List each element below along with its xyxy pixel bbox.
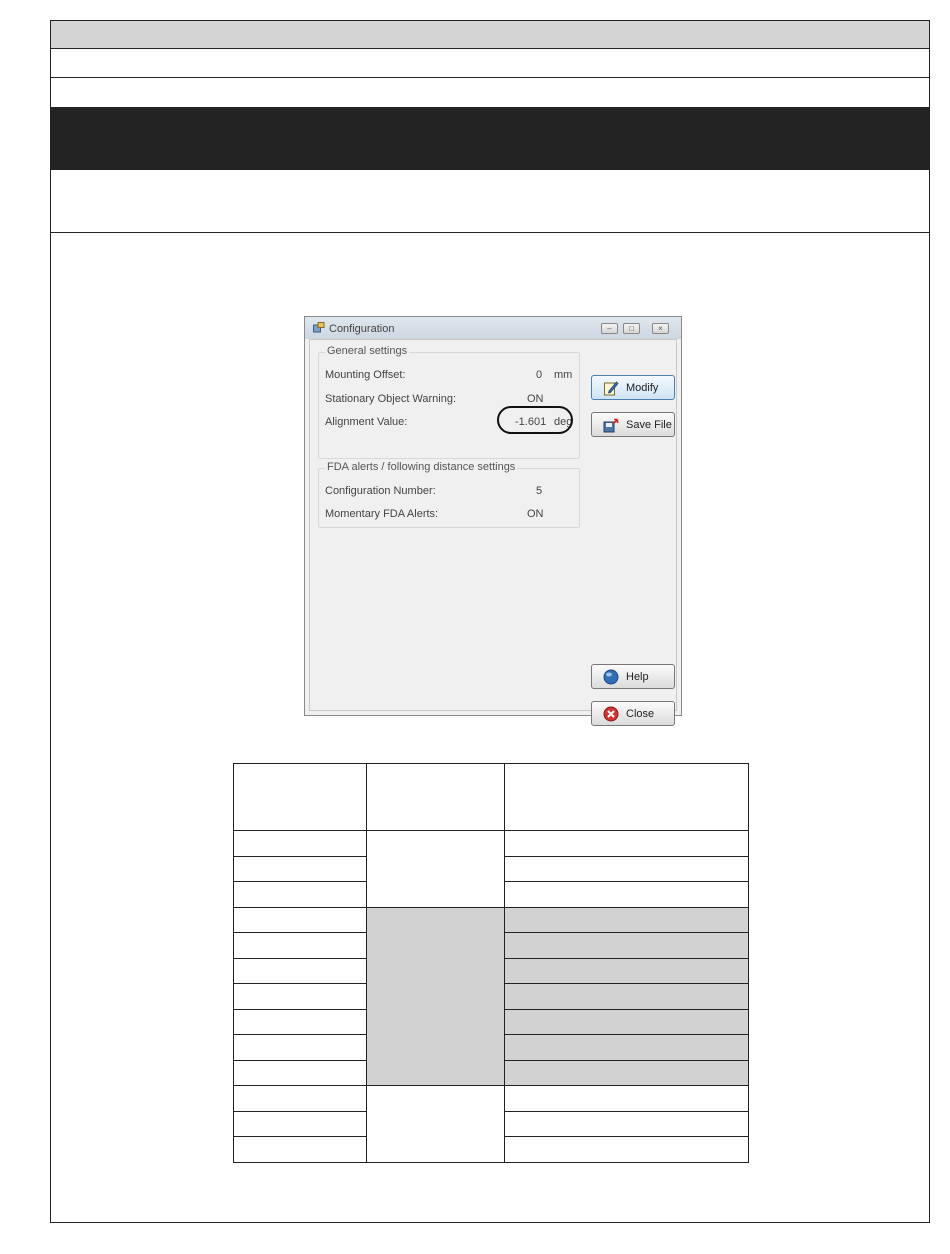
table-cell	[234, 882, 367, 908]
reference-table	[233, 763, 749, 1163]
table-cell	[505, 958, 749, 984]
mounting-offset-unit: mm	[554, 369, 573, 381]
table-cell	[505, 933, 749, 959]
dialog-client-area	[309, 339, 677, 720]
table-cell	[505, 1111, 749, 1137]
table-cell	[505, 907, 749, 933]
table-cell	[505, 831, 749, 857]
table-group-cell	[367, 1086, 505, 1163]
table-cell	[234, 933, 367, 959]
configuration-dialog	[304, 316, 682, 720]
mounting-offset-label: Mounting Offset:	[325, 369, 406, 381]
table-cell	[234, 856, 367, 882]
table-cell	[505, 1009, 749, 1035]
alignment-unit: deg	[554, 416, 573, 428]
table-cell	[234, 1060, 367, 1086]
alignment-value: -1.601	[515, 416, 547, 428]
table-header-cell	[505, 764, 749, 831]
dialog-title: Configuration	[329, 323, 395, 335]
help-button[interactable]	[591, 664, 675, 689]
save-file-button[interactable]	[591, 412, 675, 437]
pencil-note-icon	[603, 380, 619, 396]
section-description	[51, 170, 929, 233]
stationary-object-warning-label: Stationary Object Warning:	[325, 393, 457, 405]
maximize-button[interactable]: □	[623, 323, 640, 334]
table-cell	[505, 1086, 749, 1112]
help-button-label: Help	[626, 670, 649, 683]
table-cell	[234, 1137, 367, 1163]
close-button[interactable]	[591, 701, 675, 726]
table-header-cell	[234, 764, 367, 831]
help-icon	[603, 669, 619, 685]
configuration-number-label: Configuration Number:	[325, 485, 436, 497]
alignment-value-label: Alignment Value:	[325, 416, 408, 428]
momentary-fda-alerts-label: Momentary FDA Alerts:	[325, 508, 439, 520]
alignment-value-highlight	[497, 406, 573, 434]
table-cell	[505, 882, 749, 908]
header-row-1	[51, 49, 929, 78]
configuration-number-value: 5	[536, 485, 543, 497]
table-row	[234, 907, 749, 933]
table-cell	[505, 856, 749, 882]
save-file-button-label: Save File	[626, 418, 672, 431]
modify-button-label: Modify	[626, 381, 659, 394]
header-bar	[51, 21, 929, 49]
table-cell	[505, 984, 749, 1010]
table-header-row	[234, 764, 749, 831]
table-group-cell	[367, 907, 505, 1086]
table-row	[234, 831, 749, 857]
fda-settings-group	[318, 461, 580, 528]
table-cell	[234, 831, 367, 857]
table-row	[234, 1086, 749, 1112]
table-cell	[234, 958, 367, 984]
momentary-fda-alerts-value: ON	[527, 508, 544, 520]
header-row-2	[51, 78, 929, 107]
table-group-cell	[367, 831, 505, 908]
table-cell	[505, 1035, 749, 1061]
table-cell	[234, 1035, 367, 1061]
table-cell	[234, 1111, 367, 1137]
modify-button[interactable]	[591, 375, 675, 400]
stationary-object-warning-value: ON	[527, 393, 544, 405]
minimize-button[interactable]: –	[601, 323, 618, 334]
mounting-offset-value: 0	[536, 369, 543, 381]
close-button-label: Close	[626, 707, 655, 720]
window-close-button[interactable]: ×	[652, 323, 669, 334]
section-band	[51, 107, 929, 170]
table-header-cell	[367, 764, 505, 831]
reference-table-body	[234, 764, 749, 1163]
fda-settings-title: FDA alerts / following distance settings	[327, 461, 516, 473]
general-settings-title: General settings	[327, 345, 408, 357]
close-icon	[603, 706, 619, 722]
table-cell	[234, 1009, 367, 1035]
table-cell	[505, 1137, 749, 1163]
table-cell	[234, 1086, 367, 1112]
save-file-icon	[603, 417, 619, 433]
dialog-titlebar[interactable]	[305, 317, 681, 339]
table-cell	[505, 1060, 749, 1086]
configuration-icon	[313, 322, 325, 333]
table-cell	[234, 984, 367, 1010]
table-cell	[234, 907, 367, 933]
